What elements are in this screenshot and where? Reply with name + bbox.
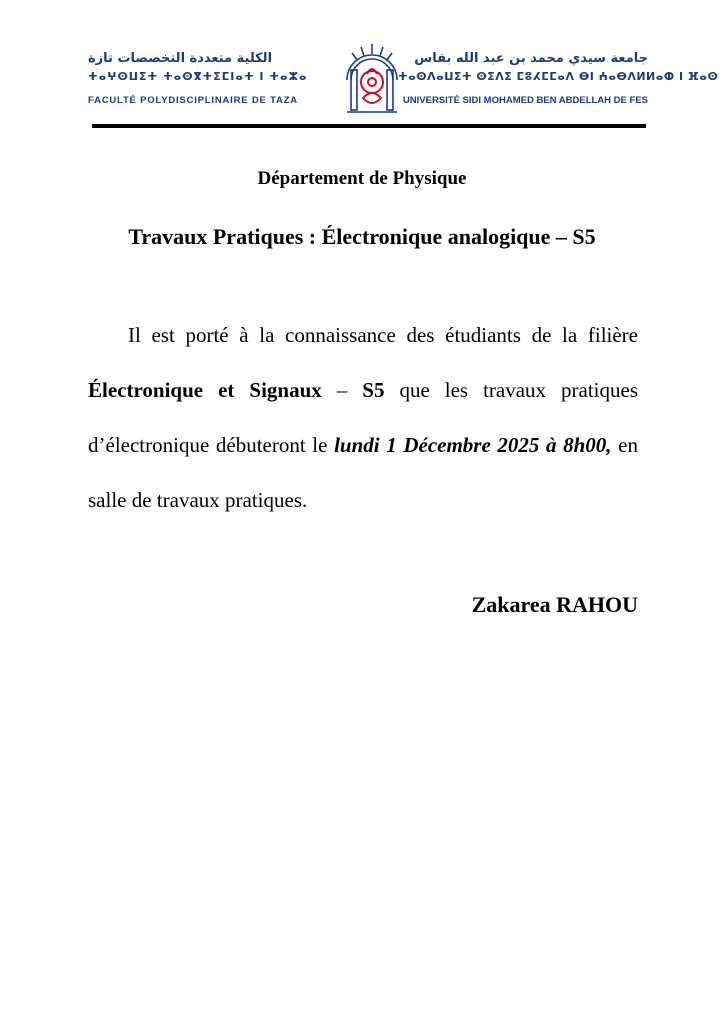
university-name-french: UNIVERSITÉ SIDI MOHAMED BEN ABDELLAH DE FES [402,95,648,106]
body-text-2: – [321,378,363,402]
filiere-name: Électronique et Signaux [88,378,322,402]
department-heading: Département de Physique [257,168,467,189]
university-name-arabic: جامعة سيدي محمد بن عبد الله بفاس [414,51,648,66]
announcement-body [88,308,638,528]
university-block [398,50,719,108]
announcement-paragraph [88,308,638,528]
faculty-name-arabic: الكلية متعددة التخصصات تازة [88,51,273,66]
faculty-name-french: FACULTÉ POLYDISCIPLINAIRE DE TAZA [88,95,298,106]
semester-label: S5 [362,378,385,402]
document-title: Travaux Pratiques : Électronique analogique – S5 [128,224,596,249]
body-text-4: en salle de travaux pratiques. [88,433,638,512]
start-date: lundi 1 Décembre 2025 à 8h00, [334,433,612,457]
faculty-block [88,50,338,108]
header-divider [92,124,646,128]
signature: Zakarea RAHOU [471,592,638,617]
university-name-tifinagh: ⵜⴰⵙⴷⴰⵡⵉⵜ ⵙⵉⴷⵉ ⵎⵓⵃⵎⵎⴰⴷ ⴱⵏ ⵄⴰⴱⴷⵍⵍⴰⵀ ⵏ ⴼⴰⵙ [398,70,719,83]
body-text-3: que les travaux pratiques d’électronique débuteront le [88,378,639,457]
body-text-1: Il est porté à la connaissance des étudiants de la filière [128,323,638,347]
letterhead [88,40,719,130]
university-emblem-icon [341,40,403,120]
faculty-name-tifinagh: ⵜⴰⵖⵙⵡⵉⵜ ⵜⴰⵙⴳⵜⵉⵎⵏⴰⵜ ⵏ ⵜⴰⵣⴰ [88,70,308,83]
